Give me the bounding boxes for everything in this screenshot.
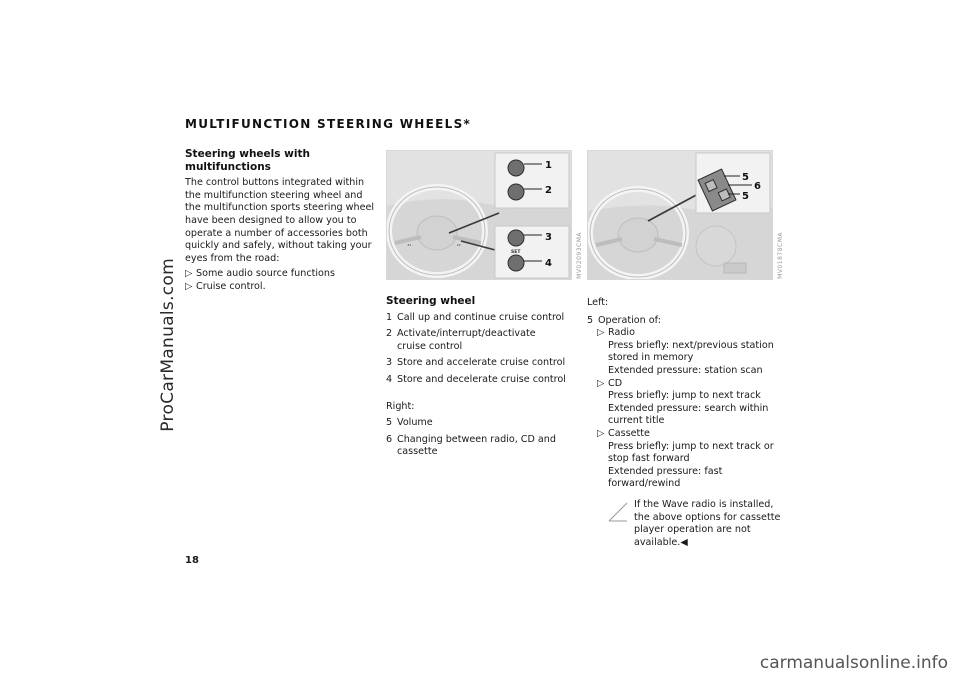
note-icon xyxy=(607,501,629,523)
sub-item-title: Radio xyxy=(608,327,635,339)
item-text: Activate/interrupt/deactivate cruise control xyxy=(397,328,536,352)
item-number: 6 xyxy=(386,433,393,445)
steering-wheel-illustration-right xyxy=(587,150,773,280)
intro-bullet xyxy=(185,281,377,294)
sub-item-cassette xyxy=(597,428,783,491)
steering-wheel-cruise-buttons-drawing xyxy=(387,151,571,279)
callout-1: 1 xyxy=(545,160,552,171)
bullet-triangle-icon: ▷ xyxy=(597,327,605,339)
intro-heading: Steering wheels with multifunctions xyxy=(185,148,310,173)
sub-item-title: CD xyxy=(608,377,623,389)
left-controls-column xyxy=(587,297,783,549)
item-number: 5 xyxy=(386,417,393,429)
note-text-wrap xyxy=(608,499,783,549)
bullet-triangle-icon: ▷ xyxy=(597,427,605,439)
figure-code-right: MV01878CMA xyxy=(777,232,784,279)
item-text: Changing between radio, CD and cassette xyxy=(397,433,556,458)
note-block xyxy=(587,499,783,549)
figure-code-left: MV02093CMA xyxy=(576,232,583,279)
list-item xyxy=(386,374,566,387)
right-list xyxy=(386,417,566,459)
sub-item-line: Extended pressure: station scan xyxy=(608,364,763,376)
svg-text:◂◂: ◂◂ xyxy=(407,242,412,247)
sub-item-line: Press briefly: jump to next track xyxy=(608,390,761,402)
end-mark-icon: ◀ xyxy=(680,536,688,548)
callout-3: 3 xyxy=(545,232,552,243)
callout-4: 4 xyxy=(545,258,552,269)
sub-item-line: Press briefly: jump to next track or stop fast forward xyxy=(608,440,774,465)
steering-wheel-legend xyxy=(386,295,566,463)
item-text: Store and accelerate cruise control xyxy=(397,357,566,369)
callout-2: 2 xyxy=(545,185,552,196)
right-label: Right: xyxy=(386,400,415,412)
sub-item-line: Press briefly: next/previous station stored in memory xyxy=(608,339,774,364)
note-text: If the Wave radio is installed, the above options for cassette player operation are not available. xyxy=(634,498,781,548)
operation-sub-list xyxy=(587,327,783,491)
list-item xyxy=(386,417,566,430)
bullet-triangle-icon: ▷ xyxy=(597,377,605,389)
bottom-watermark: carmanualsonline.info xyxy=(759,653,948,674)
intro-bullet xyxy=(185,268,377,281)
item-number: 5 xyxy=(587,314,594,326)
sub-item-line: Extended pressure: fast forward/rewind xyxy=(608,465,723,490)
section-title: MULTIFUNCTION STEERING WHEELS* xyxy=(185,117,472,131)
item-text: Store and decelerate cruise control xyxy=(397,373,566,385)
sub-item-title: Cassette xyxy=(608,427,650,439)
list-item xyxy=(386,328,566,353)
item-number: 3 xyxy=(386,357,393,369)
list-item xyxy=(386,312,566,325)
intro-paragraph: The control buttons integrated within the multifunction steering wheel and the multifunction sports steering wheel have been designed to allow you to operate a number of accessories both quickly and safely, without taking your eyes from the road: xyxy=(185,177,375,264)
intro-block xyxy=(185,148,377,294)
bullet-triangle-icon: ▷ xyxy=(185,280,193,292)
bullet-triangle-icon: ▷ xyxy=(185,268,193,280)
intro-bullet-text: Some audio source functions xyxy=(196,268,335,280)
item-number: 2 xyxy=(386,328,393,340)
callout-5-upper: 5 xyxy=(742,172,749,183)
set-label: SET xyxy=(511,250,521,255)
left-label: Left: xyxy=(587,297,609,308)
steering-wheel-illustration-left xyxy=(386,150,572,280)
item-text: Volume xyxy=(397,417,433,429)
list-item xyxy=(386,357,566,370)
cruise-list xyxy=(386,312,566,387)
steering-wheel-audio-buttons-drawing xyxy=(588,151,772,279)
side-watermark: ProCarManuals.com xyxy=(158,258,178,432)
sub-item-radio xyxy=(597,327,783,377)
item-text: Call up and continue cruise control xyxy=(397,311,565,323)
sub-item-line: Extended pressure: search within current title xyxy=(608,402,769,427)
sub-item-cd xyxy=(597,378,783,428)
item-number: 4 xyxy=(386,373,393,385)
page-number: 18 xyxy=(185,555,199,566)
list-item xyxy=(386,434,566,459)
operation-item xyxy=(587,315,783,328)
callout-5-lower: 5 xyxy=(742,191,749,202)
intro-bullet-text: Cruise control. xyxy=(196,280,266,292)
item-number: 1 xyxy=(386,311,393,323)
operation-title: Operation of: xyxy=(598,314,661,326)
steering-wheel-heading: Steering wheel xyxy=(386,295,476,307)
svg-text:▸▸: ▸▸ xyxy=(457,242,462,247)
callout-6: 6 xyxy=(754,181,761,192)
